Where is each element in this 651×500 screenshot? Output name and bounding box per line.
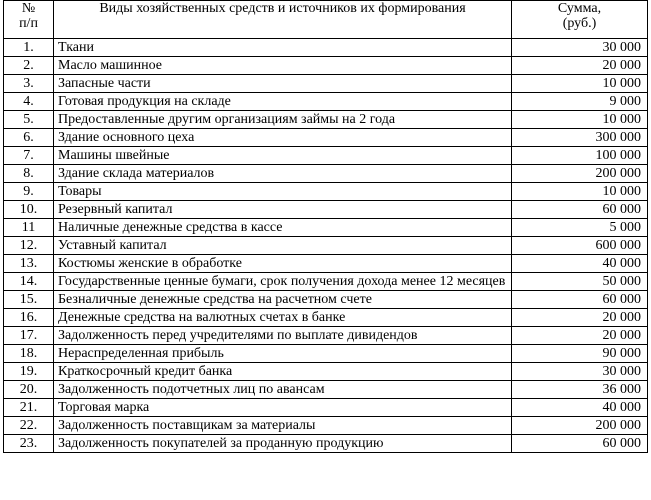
row-amount-cell: 20 000 (512, 327, 648, 345)
table-row (4, 291, 648, 309)
row-amount-cell: 10 000 (512, 183, 648, 201)
row-description-cell: Машины швейные (54, 147, 512, 165)
row-amount-cell: 5 000 (512, 219, 648, 237)
table-row (4, 93, 648, 111)
table-row (4, 165, 648, 183)
row-description-cell: Уставный капитал (54, 237, 512, 255)
table-row (4, 399, 648, 417)
row-amount-cell: 200 000 (512, 417, 648, 435)
table-header-row (4, 1, 648, 39)
row-description-cell: Наличные денежные средства в кассе (54, 219, 512, 237)
row-description-cell: Безналичные денежные средства на расчетном счете (54, 291, 512, 309)
row-amount-cell: 60 000 (512, 291, 648, 309)
row-number-cell: 21. (4, 399, 54, 417)
row-description-cell: Костюмы женские в обработке (54, 255, 512, 273)
row-description-cell: Государственные ценные бумаги, срок получения дохода менее 12 месяцев (54, 273, 512, 291)
table-row (4, 147, 648, 165)
row-number-cell: 17. (4, 327, 54, 345)
row-amount-cell: 10 000 (512, 111, 648, 129)
table-row (4, 183, 648, 201)
row-number-cell: 11 (4, 219, 54, 237)
table-row (4, 129, 648, 147)
row-amount-cell: 60 000 (512, 201, 648, 219)
header-amount: Сумма, (руб.) (512, 1, 648, 39)
table-row (4, 435, 648, 453)
row-number-cell: 12. (4, 237, 54, 255)
row-amount-cell: 20 000 (512, 57, 648, 75)
row-description-cell: Готовая продукция на складе (54, 93, 512, 111)
row-description-cell: Торговая марка (54, 399, 512, 417)
row-number-cell: 2. (4, 57, 54, 75)
table-row (4, 39, 648, 57)
row-number-cell: 20. (4, 381, 54, 399)
row-amount-cell: 100 000 (512, 147, 648, 165)
row-number-cell: 13. (4, 255, 54, 273)
row-number-cell: 14. (4, 273, 54, 291)
row-amount-cell: 200 000 (512, 165, 648, 183)
row-description-cell: Масло машинное (54, 57, 512, 75)
table-row (4, 201, 648, 219)
header-description: Виды хозяйственных средств и источников их формирования (54, 1, 512, 39)
row-amount-cell: 50 000 (512, 273, 648, 291)
header-number: № п/п (4, 1, 54, 39)
row-description-cell: Нераспределенная прибыль (54, 345, 512, 363)
row-number-cell: 1. (4, 39, 54, 57)
row-description-cell: Задолженность перед учредителями по выплате дивидендов (54, 327, 512, 345)
row-number-cell: 22. (4, 417, 54, 435)
row-amount-cell: 36 000 (512, 381, 648, 399)
row-amount-cell: 40 000 (512, 399, 648, 417)
row-number-cell: 5. (4, 111, 54, 129)
row-number-cell: 23. (4, 435, 54, 453)
row-description-cell: Предоставленные другим организациям займы на 2 года (54, 111, 512, 129)
row-number-cell: 19. (4, 363, 54, 381)
table-row (4, 309, 648, 327)
table-row (4, 237, 648, 255)
table-row (4, 75, 648, 93)
row-description-cell: Задолженность поставщикам за материалы (54, 417, 512, 435)
row-description-cell: Товары (54, 183, 512, 201)
row-amount-cell: 60 000 (512, 435, 648, 453)
row-description-cell: Задолженность покупателей за проданную продукцию (54, 435, 512, 453)
row-description-cell: Краткосрочный кредит банка (54, 363, 512, 381)
table-row (4, 417, 648, 435)
row-number-cell: 16. (4, 309, 54, 327)
row-amount-cell: 30 000 (512, 39, 648, 57)
row-number-cell: 15. (4, 291, 54, 309)
row-number-cell: 3. (4, 75, 54, 93)
assets-table (3, 0, 648, 453)
row-description-cell: Здание основного цеха (54, 129, 512, 147)
row-description-cell: Резервный капитал (54, 201, 512, 219)
row-number-cell: 6. (4, 129, 54, 147)
row-description-cell: Ткани (54, 39, 512, 57)
row-amount-cell: 9 000 (512, 93, 648, 111)
row-number-cell: 7. (4, 147, 54, 165)
row-description-cell: Запасные части (54, 75, 512, 93)
row-number-cell: 10. (4, 201, 54, 219)
table-row (4, 327, 648, 345)
table-row (4, 219, 648, 237)
row-number-cell: 18. (4, 345, 54, 363)
row-description-cell: Задолженность подотчетных лиц по авансам (54, 381, 512, 399)
table-row (4, 345, 648, 363)
row-amount-cell: 20 000 (512, 309, 648, 327)
table-row (4, 381, 648, 399)
row-amount-cell: 40 000 (512, 255, 648, 273)
table-row (4, 255, 648, 273)
table-body (4, 39, 648, 453)
table-row (4, 57, 648, 75)
row-description-cell: Здание склада материалов (54, 165, 512, 183)
table-row (4, 363, 648, 381)
row-number-cell: 4. (4, 93, 54, 111)
row-description-cell: Денежные средства на валютных счетах в банке (54, 309, 512, 327)
row-amount-cell: 600 000 (512, 237, 648, 255)
table-row (4, 273, 648, 291)
row-number-cell: 9. (4, 183, 54, 201)
row-number-cell: 8. (4, 165, 54, 183)
row-amount-cell: 90 000 (512, 345, 648, 363)
row-amount-cell: 30 000 (512, 363, 648, 381)
table-row (4, 111, 648, 129)
row-amount-cell: 10 000 (512, 75, 648, 93)
row-amount-cell: 300 000 (512, 129, 648, 147)
